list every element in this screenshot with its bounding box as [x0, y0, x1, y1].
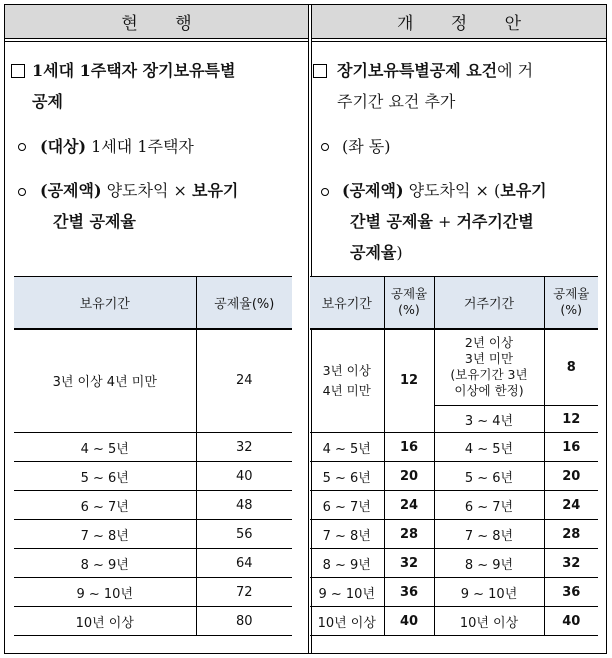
right-amount-bold1: 보유기: [500, 181, 547, 200]
residence-rate-cell: 8: [544, 329, 598, 406]
right-amount-label: (공제액): [342, 181, 404, 200]
table-row: [14, 329, 292, 433]
right-amount-close: ): [396, 243, 403, 262]
table-row: [310, 578, 598, 607]
rate-cell: 24: [196, 329, 292, 433]
header-revised: 개 정 안: [312, 5, 606, 39]
holding-rate-cell: 24: [384, 491, 434, 520]
residence-rate-cell: 16: [544, 433, 598, 462]
right-item-title-line1: [337, 56, 533, 85]
table-row: [14, 462, 292, 491]
header-current: 현 행: [5, 5, 308, 39]
holding-period-cell: 3년 이상 4년 미만: [14, 329, 196, 433]
bullet-circle-icon: [321, 188, 329, 196]
revised-rate-table: [310, 276, 598, 636]
holding-period-cell: 10년 이상: [14, 607, 196, 636]
residence-period-cell: 6 ~ 7년: [434, 491, 544, 520]
left-item-title-line1: 1세대 1주택자 장기보유특별: [32, 61, 236, 80]
table-row: [14, 578, 292, 607]
right-item-title-rest: 에 거: [497, 61, 534, 80]
table-row: [310, 549, 598, 578]
header-underline-right: [312, 39, 606, 42]
rate-cell: 72: [196, 578, 292, 607]
right-amount-line2: [350, 207, 534, 236]
bullet-circle-icon: [18, 143, 26, 151]
holding-period-cell: 8 ~ 9년: [14, 549, 196, 578]
holding-rate-cell: 20: [384, 462, 434, 491]
table-row: [14, 491, 292, 520]
holding-period-cell: 5 ~ 6년: [14, 462, 196, 491]
holding-period-cell: 4 ~ 5년: [14, 433, 196, 462]
left-target-text: 1세대 1주택자: [86, 137, 194, 156]
residence-period-cell: 9 ~ 10년: [434, 578, 544, 607]
holding-rate-cell: 40: [384, 607, 434, 636]
table-row: [14, 520, 292, 549]
table-row: [14, 607, 292, 636]
left-amount-label: (공제액): [40, 181, 102, 200]
residence-period-cell: 5 ~ 6년: [434, 462, 544, 491]
holding-period-cell: 6 ~ 7년: [310, 491, 384, 520]
table-row: [14, 433, 292, 462]
checkbox-square-icon: [313, 64, 327, 78]
res-line4: 이상에 한정): [454, 383, 524, 399]
residence-period-cell: 4 ~ 5년: [434, 433, 544, 462]
holding-rate-cell: 28: [384, 520, 434, 549]
table-row: [310, 329, 598, 406]
col-header-residence-period: 거주기간: [434, 277, 544, 329]
bullet-circle-icon: [18, 188, 26, 196]
holding-rate-label: 공제율: [390, 286, 428, 302]
table-row: [310, 520, 598, 549]
residence-rate-cell: 28: [544, 520, 598, 549]
residence-rate-cell: 36: [544, 578, 598, 607]
right-item-title-line2: 주기간 요건 추가: [337, 92, 456, 111]
col-header-holding-period: 보유기간: [14, 277, 196, 329]
holding-rate-cell: 16: [384, 433, 434, 462]
holding-period-cell: 4 ~ 5년: [310, 433, 384, 462]
holding-period-cell: 9 ~ 10년: [14, 578, 196, 607]
left-target-label: (대상): [40, 137, 87, 156]
left-item-title-line2: 공제: [32, 92, 63, 111]
holding-rate-unit: (%): [398, 302, 420, 318]
right-amount-text: 양도차익 × (: [403, 181, 501, 200]
col-header-holding-period: 보유기간: [310, 277, 384, 329]
table-row: [310, 462, 598, 491]
residence-rate-cell: 32: [544, 549, 598, 578]
right-amount-bold2: 간별 공제율: [350, 212, 433, 231]
right-amount-line1: [342, 176, 547, 205]
table-row: [310, 491, 598, 520]
rate-cell: 48: [196, 491, 292, 520]
hold-line2: 4년 미만: [322, 382, 371, 398]
residence-rate-cell: 40: [544, 607, 598, 636]
holding-period-cell: 8 ~ 9년: [310, 549, 384, 578]
table-row: [310, 433, 598, 462]
checkbox-square-icon: [11, 64, 25, 78]
residence-rate-cell: 12: [544, 406, 598, 433]
right-amount-plus: +: [432, 212, 457, 231]
holding-period-cell: 10년 이상: [310, 607, 384, 636]
res-line1: 2년 이상: [464, 335, 514, 351]
rate-cell: 40: [196, 462, 292, 491]
residence-period-cell: 10년 이상: [434, 607, 544, 636]
residence-period-cell: 8 ~ 9년: [434, 549, 544, 578]
holding-period-cell: 9 ~ 10년: [310, 578, 384, 607]
holding-rate-cell: 12: [384, 329, 434, 433]
residence-period-cell: 7 ~ 8년: [434, 520, 544, 549]
holding-rate-cell: 36: [384, 578, 434, 607]
right-target-text: (좌 동): [342, 137, 391, 156]
current-rate-table: [14, 276, 292, 636]
left-amount-bold1: 보유기: [192, 181, 239, 200]
rate-cell: 56: [196, 520, 292, 549]
res-line3: (보유기간 3년: [450, 367, 528, 383]
col-header-residence-rate: [544, 277, 598, 329]
table-row: [14, 549, 292, 578]
residence-rate-unit: (%): [560, 302, 583, 318]
holding-period-cell: [310, 329, 384, 433]
right-amount-bold4: 공제율: [350, 243, 397, 262]
rate-cell: 80: [196, 607, 292, 636]
res-line2: 3년 미만: [464, 351, 514, 367]
rate-cell: 64: [196, 549, 292, 578]
holding-rate-cell: 32: [384, 549, 434, 578]
left-amount-line1: [40, 176, 238, 205]
left-amount-line2: 간별 공제율: [53, 212, 136, 231]
residence-rate-cell: 20: [544, 462, 598, 491]
residence-rate-label: 공제율: [553, 286, 590, 302]
holding-period-cell: 7 ~ 8년: [310, 520, 384, 549]
holding-period-cell: 7 ~ 8년: [14, 520, 196, 549]
right-item-title-bold: 장기보유특별공제 요건: [337, 61, 498, 80]
left-amount-text: 양도차익 ×: [101, 181, 193, 200]
col-header-rate: 공제율(%): [196, 277, 292, 329]
residence-rate-cell: 24: [544, 491, 598, 520]
left-target: [40, 132, 194, 161]
holding-period-cell: 5 ~ 6년: [310, 462, 384, 491]
right-amount-line3: [350, 238, 403, 267]
header-underline-left: [5, 39, 308, 42]
residence-period-cell: [434, 329, 544, 406]
hold-line1: 3년 이상: [322, 362, 371, 378]
rate-cell: 32: [196, 433, 292, 462]
table-row: [310, 607, 598, 636]
bullet-circle-icon: [321, 143, 329, 151]
holding-period-cell: 6 ~ 7년: [14, 491, 196, 520]
col-header-holding-rate: [384, 277, 434, 329]
right-amount-bold3: 거주기간별: [456, 212, 534, 231]
residence-period-cell: 3 ~ 4년: [434, 406, 544, 433]
